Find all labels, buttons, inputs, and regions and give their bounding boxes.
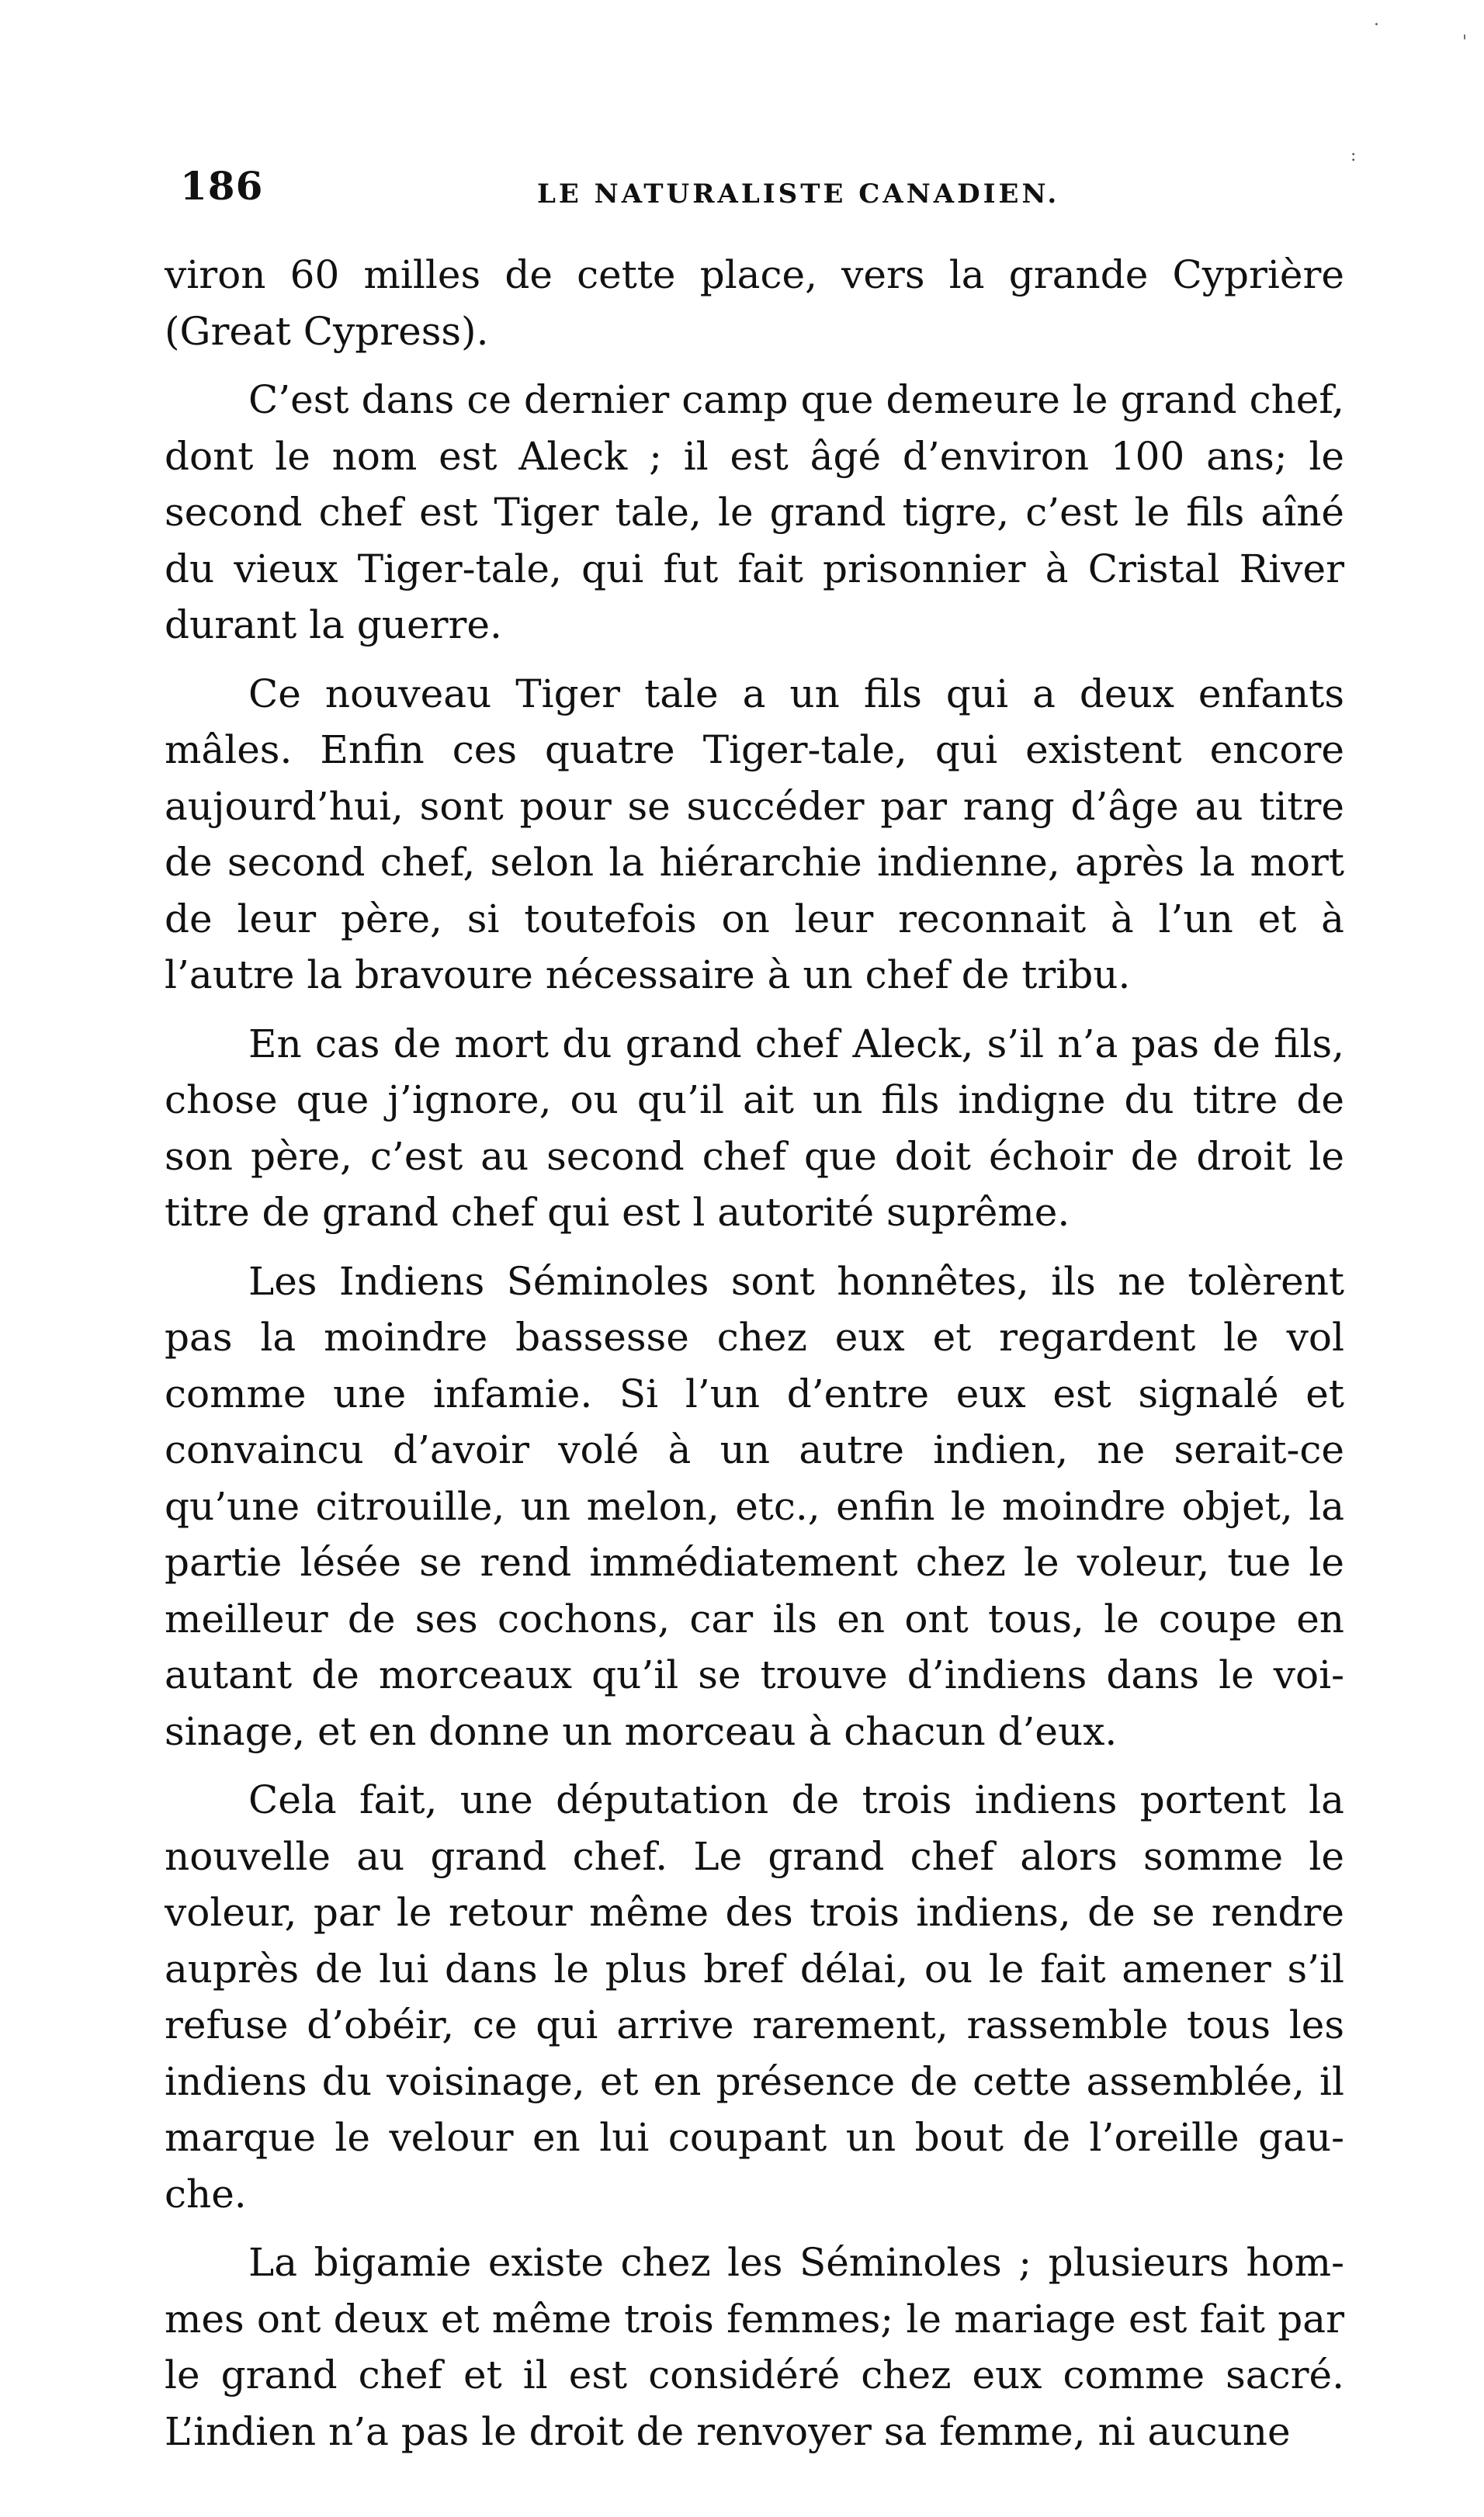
paragraph: Les Indiens Séminoles sont honnêtes, ils ne tolèrent pas la moindre bassesse chez eux et regardent le vol comme une infamie. Si l’un d’entre eux est signalé et convaincu d’avoir volé à un autre indien, ne serait-ce qu’une citrouille, un melon, etc., enfin le moindre objet, la partie lésée se rend immédiatement chez le voleur, tue le meilleur de ses cochons, car ils en ont tous, le coupe en autant de morceaux qu’il se trouve d’indiens dans le voisinage, et en donne un morceau à chacun d’eux.	[165, 1258, 1344, 1754]
paragraph: Ce nouveau Tiger tale a un fils qui a deux enfants mâles. Enfin ces quatre Tiger-tale, qui existent encore aujourd’hui, sont pour se succéder par rang d’âge au titre de second chef, selon la hiérarchie indienne, après la mort de leur père, si toutefois on leur reconnait à l’un et à l’autre la bravoure nécessaire à un chef de tribu.	[165, 671, 1344, 997]
paragraph-continuation: viron 60 milles de cette place, vers la grande Cyprière (Great Cypress).	[165, 252, 1344, 354]
margin-speck: :	[1351, 146, 1357, 165]
running-title: LE NATURALISTE CANADIEN.	[537, 179, 1060, 210]
paragraph: La bigamie existe chez les Séminoles ; plusieurs hommes ont deux et même trois femmes; le mariage est fait par le grand chef et il est considéré chez eux comme sacré. L’indien n’a pas le droit de renvoyer sa femme, ni aucune	[165, 2240, 1344, 2454]
page-number: 186	[180, 163, 264, 209]
page-header	[180, 163, 1329, 225]
margin-speck: '	[1462, 33, 1468, 52]
paragraph: C’est dans ce dernier camp que demeure le grand chef, dont le nom est Aleck ; il est âgé d’environ 100 ans; le second chef est Tiger tale, le grand tigre, c’est le fils aîné du vieux Tiger-tale, qui fut fait prisonnier à Cristal River durant la guerre.	[165, 377, 1344, 647]
margin-speck: ·	[1374, 16, 1379, 35]
paragraph: Cela fait, une députation de trois indiens portent la nouvelle au grand chef. Le grand chef alors somme le voleur, par le retour même des trois indiens, de se rendre auprès de lui dans le plus bref délai, ou le fait amener s’il refuse d’obéir, ce qui arrive rarement, rassemble tous les indiens du voisinage, et en présence de cette assemblée, il marque le velour en lui coupant un bout de l’oreille gauche.	[165, 1777, 1344, 2217]
paragraph: En cas de mort du grand chef Aleck, s’il n’a pas de fils, chose que j’ignore, ou qu’il ait un fils indigne du titre de son père, c’est au second chef que doit échoir de droit le titre de grand chef qui est l autorité suprême.	[165, 1021, 1344, 1235]
body-text	[165, 247, 1344, 2472]
